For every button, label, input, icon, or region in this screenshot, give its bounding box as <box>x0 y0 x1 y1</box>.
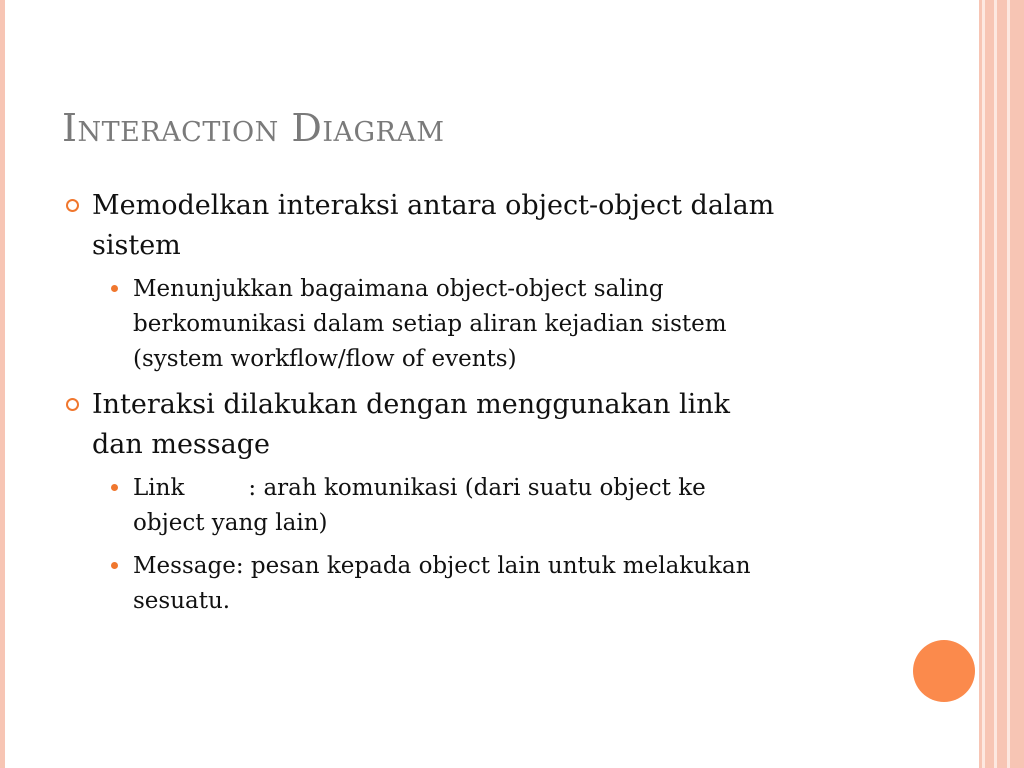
sub-bullet-text: : arah komunikasi (dari suatu object ke <box>248 475 706 501</box>
sub-bullet-text: Message: pesan kepada object lain untuk melakukan <box>133 553 751 579</box>
bullet-text: Interaksi dilakukan dengan menggunakan link <box>92 389 731 420</box>
circle-bullet-icon <box>66 199 79 212</box>
sub-bullet-label: Link <box>133 475 185 501</box>
right-stripe <box>985 0 994 768</box>
right-stripe <box>997 0 1007 768</box>
sub-bullet-item <box>107 272 912 377</box>
left-border <box>0 0 5 768</box>
sub-bullet-text: Menunjukkan bagaimana object-object saling <box>133 276 664 302</box>
bullet-text: Memodelkan interaksi antara object-object dalam <box>92 190 775 221</box>
slide-title: Interaction Diagram <box>62 106 445 150</box>
sub-bullet-text: object yang lain) <box>133 510 328 536</box>
sub-bullet-item <box>107 549 912 619</box>
bullet-text: dan message <box>92 429 271 460</box>
sub-bullet-item <box>107 471 912 541</box>
bullet-item <box>62 385 912 465</box>
dot-bullet-icon <box>111 562 118 569</box>
sub-bullet-text: (system workflow/flow of events) <box>133 346 517 372</box>
circle-bullet-icon <box>66 398 79 411</box>
slide-content <box>62 186 912 627</box>
right-stripe <box>1010 0 1024 768</box>
bullet-text: sistem <box>92 230 181 261</box>
dot-bullet-icon <box>111 484 118 491</box>
bullet-item <box>62 186 912 266</box>
sub-bullet-text: berkomunikasi dalam setiap aliran kejadian sistem <box>133 311 727 337</box>
decorative-circle <box>913 640 975 702</box>
sub-bullet-text: sesuatu. <box>133 588 231 614</box>
dot-bullet-icon <box>111 285 118 292</box>
